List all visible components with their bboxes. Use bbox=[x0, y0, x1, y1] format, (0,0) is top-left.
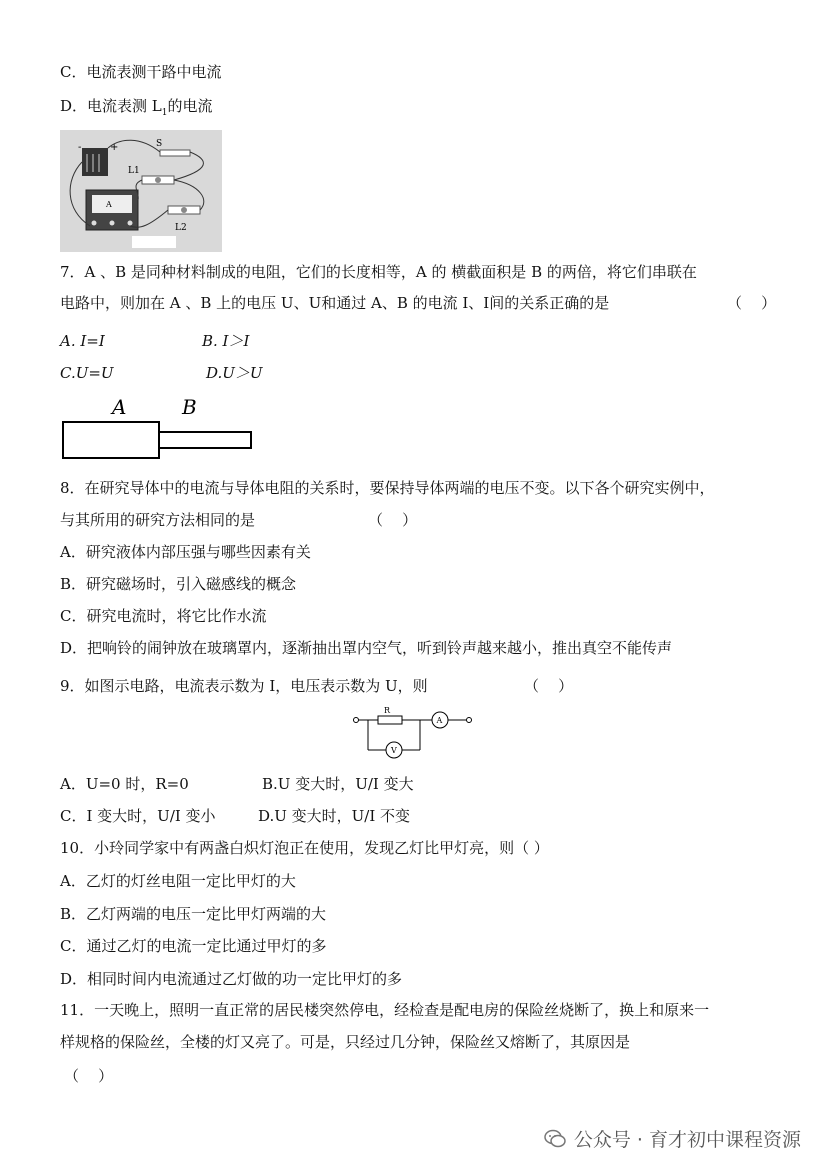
resistor-a-shape bbox=[63, 422, 159, 458]
question-7-line1: 7．A 、B 是同种材料制成的电阻，它们的长度相等，A 的 横截面积是 B 的两倍，将它们串联在 bbox=[60, 263, 697, 281]
fig6-ammeter-label: A bbox=[106, 200, 112, 209]
option-8c: C．研究电流时，将它比作水流 bbox=[60, 607, 267, 625]
fig6-plus: + bbox=[110, 142, 119, 153]
fig6-switch-label: S bbox=[156, 139, 163, 149]
option-7a: A. I=I bbox=[60, 332, 105, 350]
fig9-voltmeter-label: V bbox=[391, 746, 397, 755]
question-10: 10．小玲同学家中有两盏白炽灯泡正在使用，发现乙灯比甲灯亮，则（ ） bbox=[60, 839, 549, 857]
option-7c: C.U=U bbox=[60, 364, 114, 382]
fig6-l1-label: L1 bbox=[128, 166, 140, 176]
answer-paren-11: （ ） bbox=[64, 1067, 114, 1085]
option-8a: A．研究液体内部压强与哪些因素有关 bbox=[60, 543, 311, 561]
question-9: 9．如图示电路，电流表示数为 I，电压表示数为 U，则 bbox=[60, 677, 428, 695]
option-9a: A．U=0 时，R=0 bbox=[60, 775, 189, 793]
option-6d-post: 的电流 bbox=[167, 97, 213, 115]
label-a: A bbox=[112, 395, 127, 419]
option-10b: B．乙灯两端的电压一定比甲灯两端的大 bbox=[60, 905, 327, 923]
option-7b: B. I＞I bbox=[202, 332, 250, 350]
question-8-line2: 与其所用的研究方法相同的是 bbox=[60, 511, 256, 529]
figure-9-circuit bbox=[350, 704, 480, 766]
answer-paren-8: （ ） bbox=[368, 511, 418, 529]
option-9b: B.U 变大时，U/I 变大 bbox=[262, 775, 414, 793]
option-6d-text: D．电流表测 L bbox=[60, 97, 162, 115]
watermark-text: 公众号 · 育才初中课程资源 bbox=[573, 1129, 801, 1151]
battery-icon bbox=[82, 148, 108, 176]
option-9d: D.U 变大时，U/I 不变 bbox=[258, 807, 411, 825]
option-10c: C．通过乙灯的电流一定比通过甲灯的多 bbox=[60, 937, 327, 955]
option-7d: D.U＞U bbox=[206, 364, 263, 382]
fig6-l2-label: L2 bbox=[175, 223, 187, 233]
question-11-line2: 样规格的保险丝，全楼的灯又亮了。可是，只经过几分钟，保险丝又熔断了，其原因是 bbox=[60, 1033, 631, 1051]
option-10a: A．乙灯的灯丝电阻一定比甲灯的大 bbox=[60, 872, 296, 890]
option-8b: B．研究磁场时，引入磁感线的概念 bbox=[60, 575, 297, 593]
option-6c: C．电流表测干路中电流 bbox=[60, 63, 222, 81]
label-b: B bbox=[182, 395, 197, 419]
figure-6-circuit bbox=[60, 130, 222, 252]
fig6-minus: - bbox=[78, 142, 82, 153]
switch-icon bbox=[160, 150, 190, 156]
option-6d-sub: 1 bbox=[161, 108, 168, 118]
fig9-r-label: R bbox=[384, 706, 391, 715]
resistor-b-shape bbox=[159, 432, 251, 448]
option-8d: D．把响铃的闹钟放在玻璃罩内，逐渐抽出罩内空气，听到铃声越来越小，推出真空不能传声 bbox=[60, 639, 673, 657]
question-11-line1: 11．一天晚上，照明一直正常的居民楼突然停电，经检查是配电房的保险丝烧断了，换上和原来一 bbox=[60, 1001, 710, 1019]
option-6d bbox=[60, 96, 213, 123]
figure-7-resistors bbox=[60, 392, 260, 462]
answer-paren-7: （ ） bbox=[727, 294, 777, 312]
resistor-icon bbox=[378, 716, 402, 724]
answer-paren-9: （ ） bbox=[524, 677, 574, 695]
option-9c: C．I 变大时，U/I 变小 bbox=[60, 807, 216, 825]
question-8-line1: 8．在研究导体中的电流与导体电阻的关系时，要保持导体两端的电压不变。以下各个研究实例中， bbox=[60, 479, 715, 497]
wechat-icon bbox=[544, 1128, 566, 1150]
watermark bbox=[544, 1125, 801, 1152]
question-7-line2: 电路中，则加在 A 、B 上的电压 U、U和通过 A、B 的电流 I、I间的关系正确的是 bbox=[60, 294, 610, 312]
fig9-ammeter-label: A bbox=[436, 716, 443, 725]
option-10d: D．相同时间内电流通过乙灯做的功一定比甲灯的多 bbox=[60, 970, 403, 988]
